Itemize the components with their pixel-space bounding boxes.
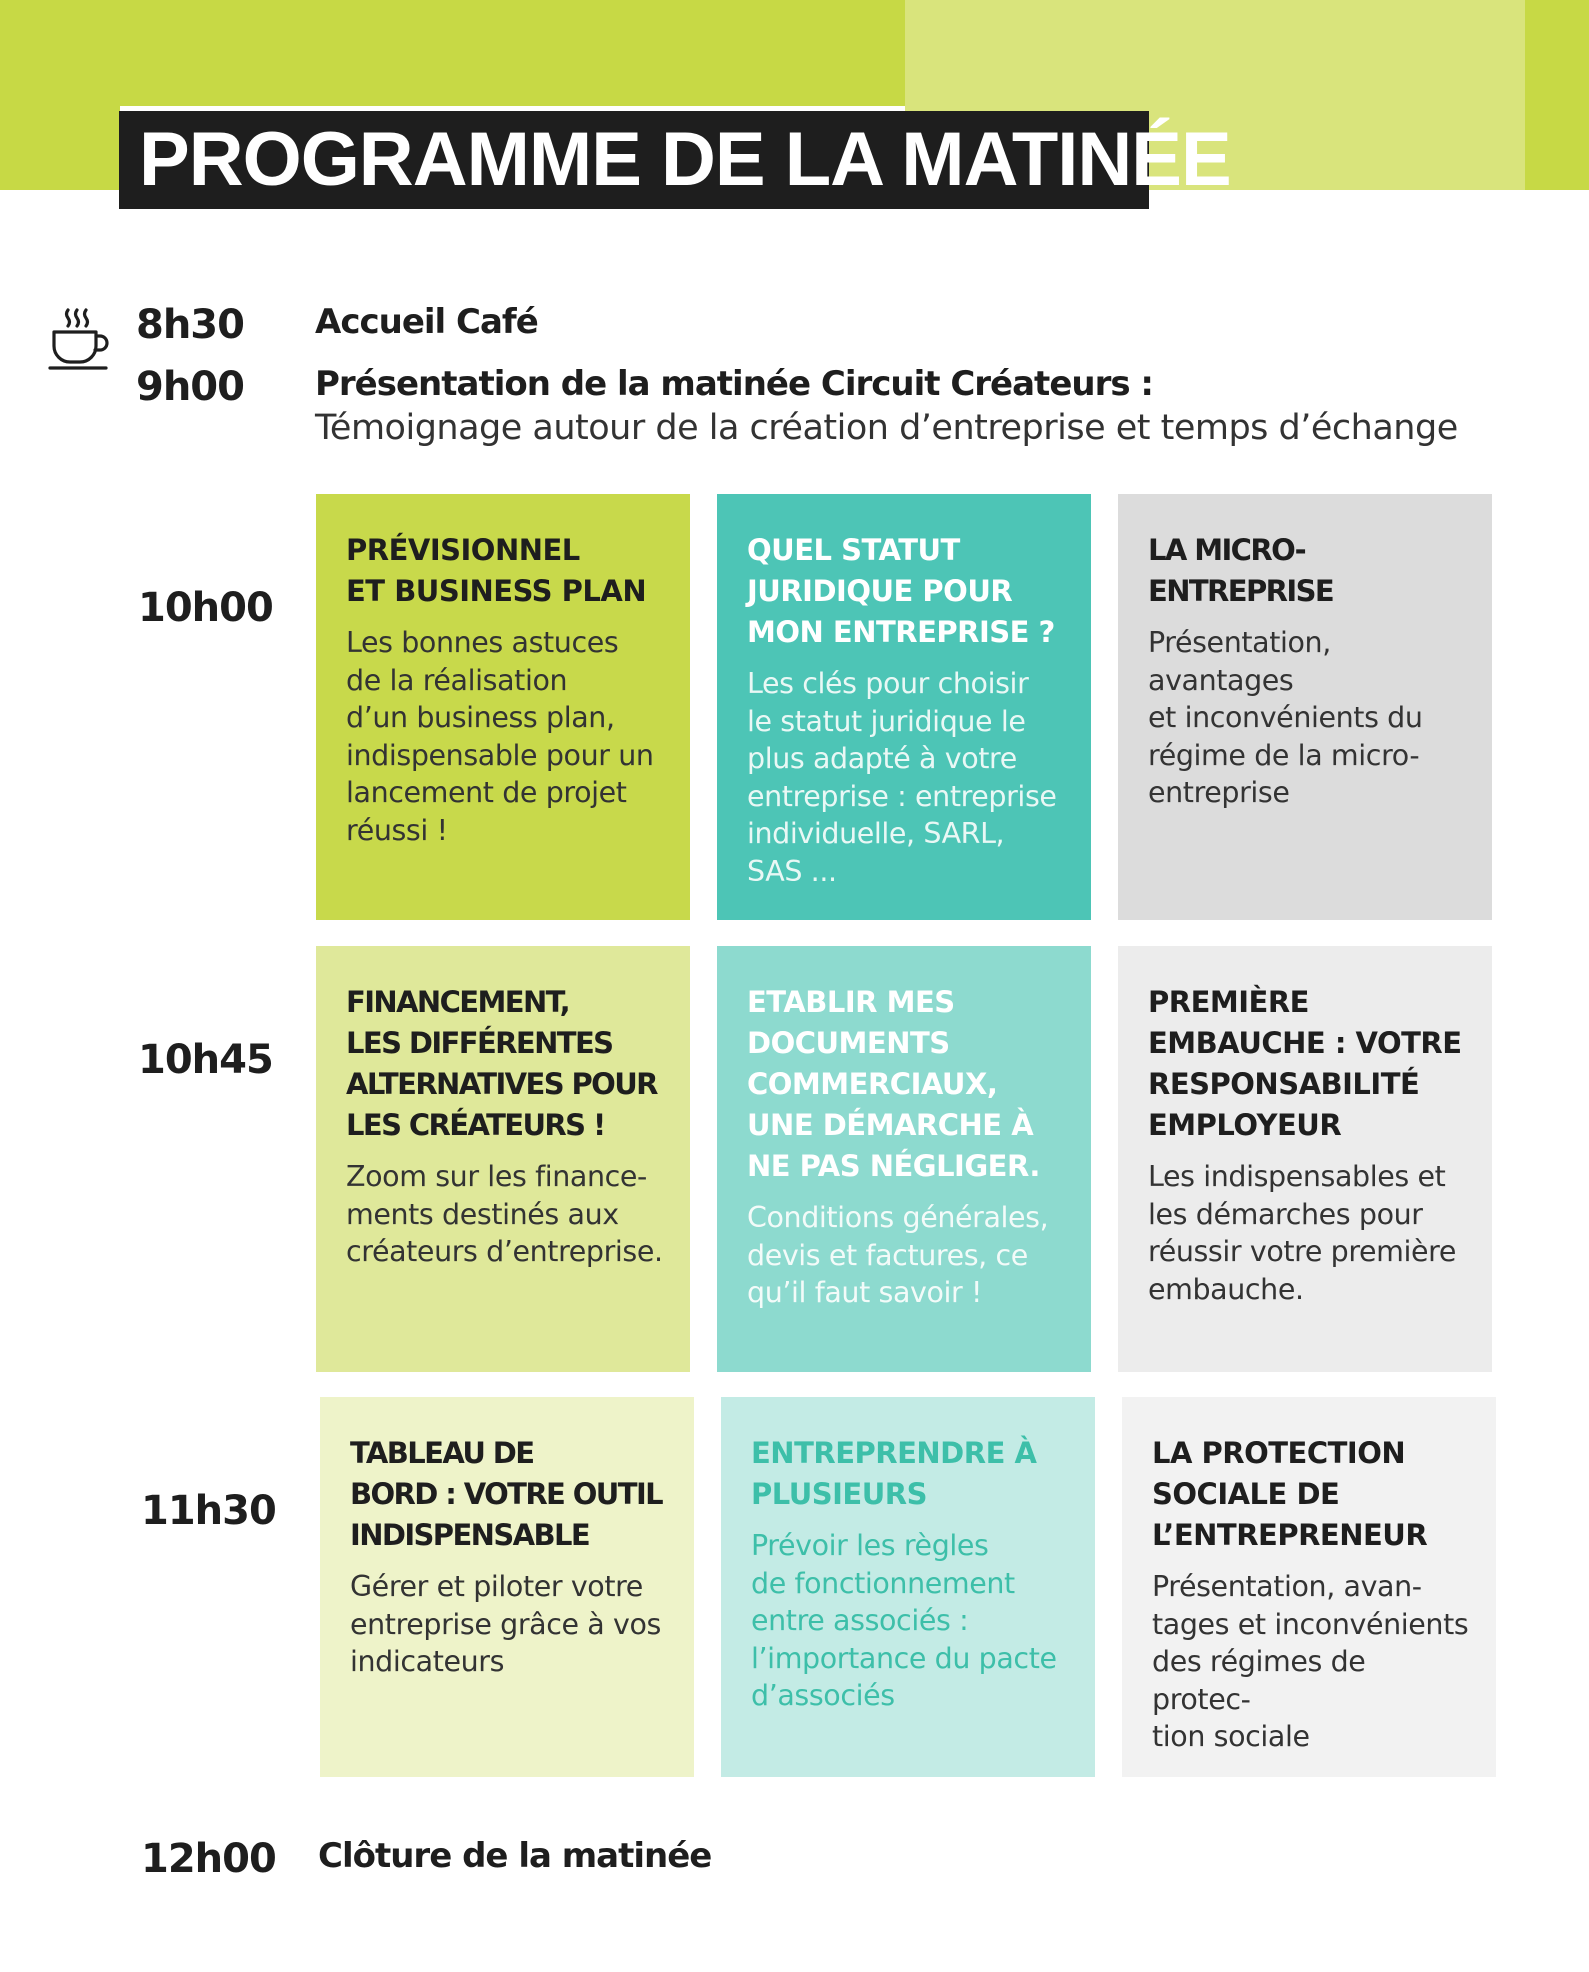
desc-line: devis et factures, ce — [747, 1238, 1028, 1272]
workshop-card-embauche — [1118, 946, 1492, 1372]
workshop-card-financement — [316, 946, 690, 1372]
desc-line: qu’il faut savoir ! — [747, 1276, 983, 1309]
workshop-title — [346, 530, 664, 612]
workshop-card-documents — [717, 946, 1091, 1372]
time-0830: 8h30 — [136, 302, 244, 348]
time-0900: 9h00 — [136, 364, 244, 410]
workshop-description — [1148, 624, 1466, 812]
title-line: EMBAUCHE : VOTRE — [1148, 1026, 1462, 1060]
title-line: COMMERCIAUX, — [747, 1067, 998, 1101]
presentation-subtitle: Témoignage autour de la création d’entreprise et temps d’échange — [315, 408, 1458, 448]
workshop-description — [346, 1158, 664, 1271]
title-line: SOCIALE DE — [1152, 1477, 1340, 1511]
desc-line: Zoom sur les finance- — [346, 1160, 647, 1193]
slot-time-1: 10h00 — [138, 585, 273, 631]
desc-line: indicateurs — [350, 1645, 505, 1678]
title-line: LA PROTECTION — [1152, 1436, 1406, 1470]
title-line: ENTREPRENDRE À — [751, 1436, 1037, 1470]
desc-line: embauche. — [1148, 1272, 1304, 1306]
desc-line: d’associés — [751, 1679, 895, 1712]
desc-line: d’un business plan, — [346, 701, 615, 734]
desc-line: Prévoir les règles — [751, 1529, 989, 1562]
title-line: DOCUMENTS — [747, 1026, 950, 1060]
workshop-description — [1148, 1158, 1466, 1308]
workshop-card-micro-entreprise — [1118, 494, 1492, 920]
title-line: QUEL STATUT — [747, 533, 960, 567]
desc-line: Conditions générales, — [747, 1201, 1049, 1234]
workshop-description — [747, 1199, 1065, 1312]
desc-line: régime de la micro- — [1148, 738, 1420, 772]
header-band-left — [0, 106, 120, 190]
title-line: L’ENTREPRENEUR — [1152, 1518, 1428, 1552]
desc-line: Les clés pour choisir — [747, 667, 1029, 700]
workshop-card-tableau-de-bord — [320, 1397, 694, 1777]
desc-line: entreprise grâce à vos — [350, 1607, 661, 1641]
desc-line: l’importance du pacte — [751, 1641, 1057, 1675]
desc-line: le statut juridique le — [747, 704, 1026, 738]
workshop-description — [346, 624, 664, 849]
desc-line: individuelle, SARL, — [747, 817, 1005, 850]
desc-line: tion sociale — [1152, 1720, 1310, 1753]
workshop-title — [346, 982, 664, 1146]
desc-line: lancement de projet — [346, 776, 627, 809]
workshop-title — [1152, 1433, 1470, 1556]
closing-title: Clôture de la matinée — [318, 1836, 712, 1876]
workshop-description — [751, 1527, 1069, 1715]
title-line: EMPLOYEUR — [1148, 1108, 1342, 1142]
title-line: LES CRÉATEURS ! — [346, 1108, 605, 1142]
workshop-card-business-plan — [316, 494, 690, 920]
workshop-title — [350, 1433, 668, 1556]
desc-line: Présentation, avantages — [1148, 626, 1331, 697]
workshop-title — [747, 982, 1065, 1187]
desc-line: de fonctionnement — [751, 1566, 1015, 1600]
header-band-right — [1525, 0, 1589, 190]
title-line: LES DIFFÉRENTES — [346, 1026, 613, 1060]
desc-line: entre associés : — [751, 1604, 969, 1637]
title-line: ETABLIR MES — [747, 985, 955, 1019]
workshop-description — [747, 665, 1065, 890]
coffee-cup-icon — [46, 306, 112, 372]
workshop-card-entreprendre-plusieurs — [721, 1397, 1095, 1777]
desc-line: de la réalisation — [346, 663, 568, 697]
title-line: ET BUSINESS PLAN — [346, 574, 647, 608]
slot-time-3: 11h30 — [141, 1488, 276, 1534]
desc-line: entreprise — [1148, 776, 1290, 809]
desc-line: indispensable pour un — [346, 738, 654, 772]
title-line: INDISPENSABLE — [350, 1518, 590, 1552]
workshop-title — [1148, 982, 1466, 1146]
desc-line: des régimes de protec- — [1152, 1645, 1366, 1716]
desc-line: SAS ... — [747, 854, 837, 888]
title-line: UNE DÉMARCHE À — [747, 1108, 1034, 1142]
desc-line: Les indispensables et — [1148, 1160, 1446, 1193]
desc-line: tages et inconvénients — [1152, 1607, 1469, 1641]
desc-line: Les bonnes astuces — [346, 626, 619, 659]
title-line: RESPONSABILITÉ — [1148, 1067, 1420, 1101]
title-line: JURIDIQUE POUR — [747, 574, 1013, 608]
title-line: NE PAS NÉGLIGER. — [747, 1149, 1040, 1183]
desc-line: réussir votre première — [1148, 1235, 1456, 1268]
welcome-coffee-title: Accueil Café — [315, 302, 538, 342]
workshop-title — [747, 530, 1065, 653]
title-line: FINANCEMENT, — [346, 985, 570, 1019]
workshop-description — [350, 1568, 668, 1681]
title-line: LA MICRO-ENTREPRISE — [1148, 533, 1334, 608]
title-line: PRÉVISIONNEL — [346, 533, 580, 567]
desc-line: Présentation, avan- — [1152, 1570, 1422, 1603]
desc-line: réussi ! — [346, 813, 448, 847]
desc-line: ments destinés aux — [346, 1197, 619, 1231]
workshop-card-protection-sociale — [1122, 1397, 1496, 1777]
title-line: PLUSIEURS — [751, 1477, 927, 1511]
workshop-description — [1152, 1568, 1470, 1756]
title-line: PREMIÈRE — [1148, 985, 1309, 1019]
desc-line: Gérer et piloter votre — [350, 1570, 643, 1603]
title-line: TABLEAU DE — [350, 1436, 534, 1470]
desc-line: entreprise : entreprise — [747, 779, 1057, 813]
desc-line: les démarches pour — [1148, 1197, 1423, 1231]
desc-line: plus adapté à votre — [747, 742, 1017, 775]
slot-time-2: 10h45 — [138, 1037, 273, 1083]
workshop-title — [1148, 530, 1466, 612]
desc-line: créateurs d’entreprise. — [346, 1235, 663, 1268]
workshop-card-legal-status — [717, 494, 1091, 920]
title-line: MON ENTREPRISE ? — [747, 615, 1055, 649]
page-title: PROGRAMME DE LA MATINÉE — [119, 111, 1149, 209]
closing-time: 12h00 — [141, 1836, 276, 1882]
workshop-title — [751, 1433, 1069, 1515]
title-line: ALTERNATIVES POUR — [346, 1067, 657, 1101]
title-line: BORD : VOTRE OUTIL — [350, 1477, 663, 1511]
presentation-title: Présentation de la matinée Circuit Créateurs : — [315, 364, 1154, 404]
desc-line: et inconvénients du — [1148, 701, 1423, 734]
